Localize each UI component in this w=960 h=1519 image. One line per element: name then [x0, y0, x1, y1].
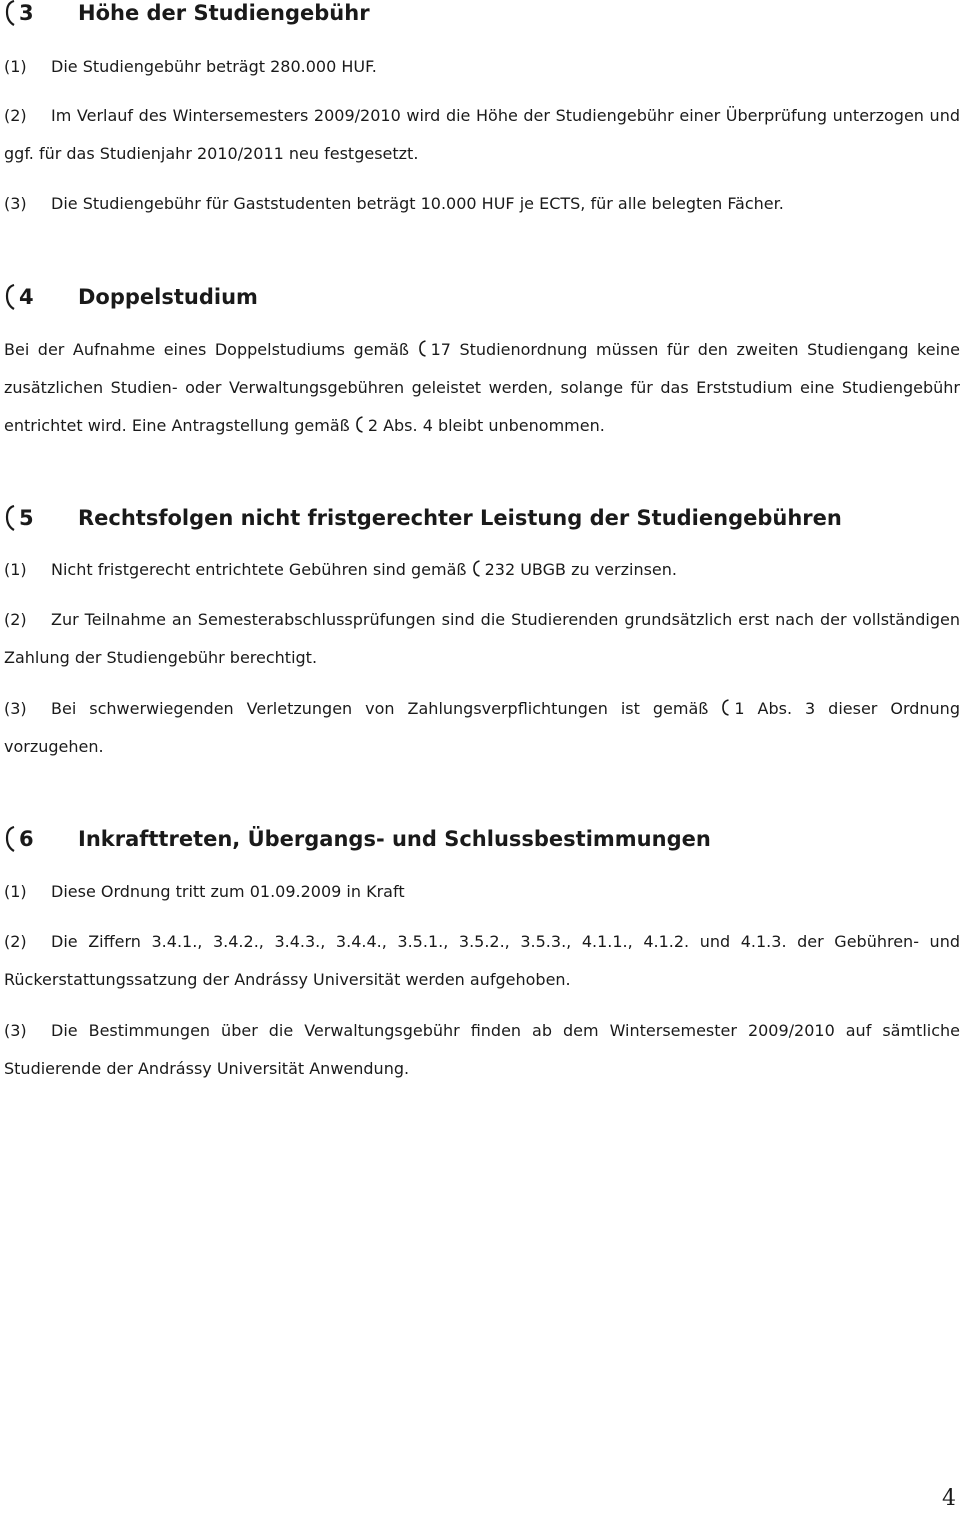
paragraph [4, 1012, 960, 1088]
paragraph-text: 17 Studienordnung müssen für den zweiten Studiengang keine zusätzlichen Studien- oder Verwaltungsgebühren geleistet werden, solange für das Erststudium eine Studiengebühr entrichtet wird. Eine Antragstellung gemäß [4, 340, 960, 435]
paragraph-text: 1 Abs. 3 dieser Ordnung vorzugehen. [4, 699, 960, 756]
section-sign-icon [721, 699, 730, 716]
section-sign-icon [4, 0, 16, 26]
paragraph-number: (1) [4, 560, 27, 579]
paragraph-text: Die Studiengebühr für Gaststudenten beträgt 10.000 HUF je ECTS, für alle belegten Fächer. [51, 194, 784, 213]
section-sign-icon [4, 505, 16, 531]
paragraph [4, 185, 960, 223]
section-sign-icon [472, 560, 481, 577]
paragraph-text: Die Studiengebühr beträgt 280.000 HUF. [51, 57, 377, 76]
paragraph-text: Die Bestimmungen über die Verwaltungsgebühr finden ab dem Wintersemester 2009/2010 auf sämtliche Studierende der Andrássy Universität Anwendung. [4, 1021, 960, 1078]
paragraph-number: (3) [4, 1021, 27, 1040]
section-sign-icon [4, 826, 16, 852]
paragraph [4, 97, 960, 173]
paragraph-text: Zur Teilnahme an Semesterabschlussprüfungen sind die Studierenden grundsätzlich erst nach der vollständigen Zahlung der Studiengebühr berechtigt. [4, 610, 960, 667]
paragraph-number: (2) [4, 106, 27, 125]
paragraph [4, 48, 960, 86]
paragraph-number: (1) [4, 57, 27, 76]
paragraph-number: (3) [4, 194, 27, 213]
section-number: 6 [19, 827, 34, 851]
section-sign-icon [4, 284, 16, 310]
section-title: Rechtsfolgen nicht fristgerechter Leistung der Studiengebühren [78, 506, 842, 530]
paragraph-number: (3) [4, 699, 27, 718]
section-title: Doppelstudium [78, 285, 258, 309]
paragraph-number: (2) [4, 932, 27, 951]
section-number: 3 [19, 1, 34, 25]
paragraph [4, 923, 960, 999]
section-sign-icon [355, 416, 364, 433]
paragraph [4, 551, 960, 589]
section-title: Inkrafttreten, Übergangs- und Schlussbestimmungen [78, 827, 711, 851]
paragraph [4, 601, 960, 677]
section-number: 5 [19, 506, 34, 530]
paragraph-text: Bei der Aufnahme eines Doppelstudiums gemäß [4, 340, 410, 359]
paragraph-text: Nicht fristgerecht entrichtete Gebühren sind gemäß [51, 560, 467, 579]
paragraph [4, 690, 960, 766]
paragraph-number: (1) [4, 882, 27, 901]
paragraph-text: Die Ziffern 3.4.1., 3.4.2., 3.4.3., 3.4.4., 3.5.1., 3.5.2., 3.5.3., 4.1.1., 4.1.2. und 4.1.3. der Gebühren- und Rückerstattungssatzung der Andrássy Universität werden aufgehoben. [4, 932, 960, 989]
section-sign-icon [418, 340, 427, 357]
paragraph-text: 2 Abs. 4 bleibt unbenommen. [367, 416, 605, 435]
paragraph [4, 873, 960, 911]
paragraph-number: (2) [4, 610, 27, 629]
paragraph-text: 232 UBGB zu verzinsen. [484, 560, 677, 579]
paragraph-text: Im Verlauf des Wintersemesters 2009/2010 wird die Höhe der Studiengebühr einer Überprüfung unterzogen und ggf. für das Studienjahr 2010/2011 neu festgesetzt. [4, 106, 960, 163]
section-number: 4 [19, 285, 34, 309]
paragraph [4, 331, 960, 445]
paragraph-text: Bei schwerwiegenden Verletzungen von Zahlungsverpflichtungen ist gemäß [51, 699, 709, 718]
section-title: Höhe der Studiengebühr [78, 1, 370, 25]
page-number: 4 [942, 1486, 956, 1511]
paragraph-text: Diese Ordnung tritt zum 01.09.2009 in Kraft [51, 882, 405, 901]
